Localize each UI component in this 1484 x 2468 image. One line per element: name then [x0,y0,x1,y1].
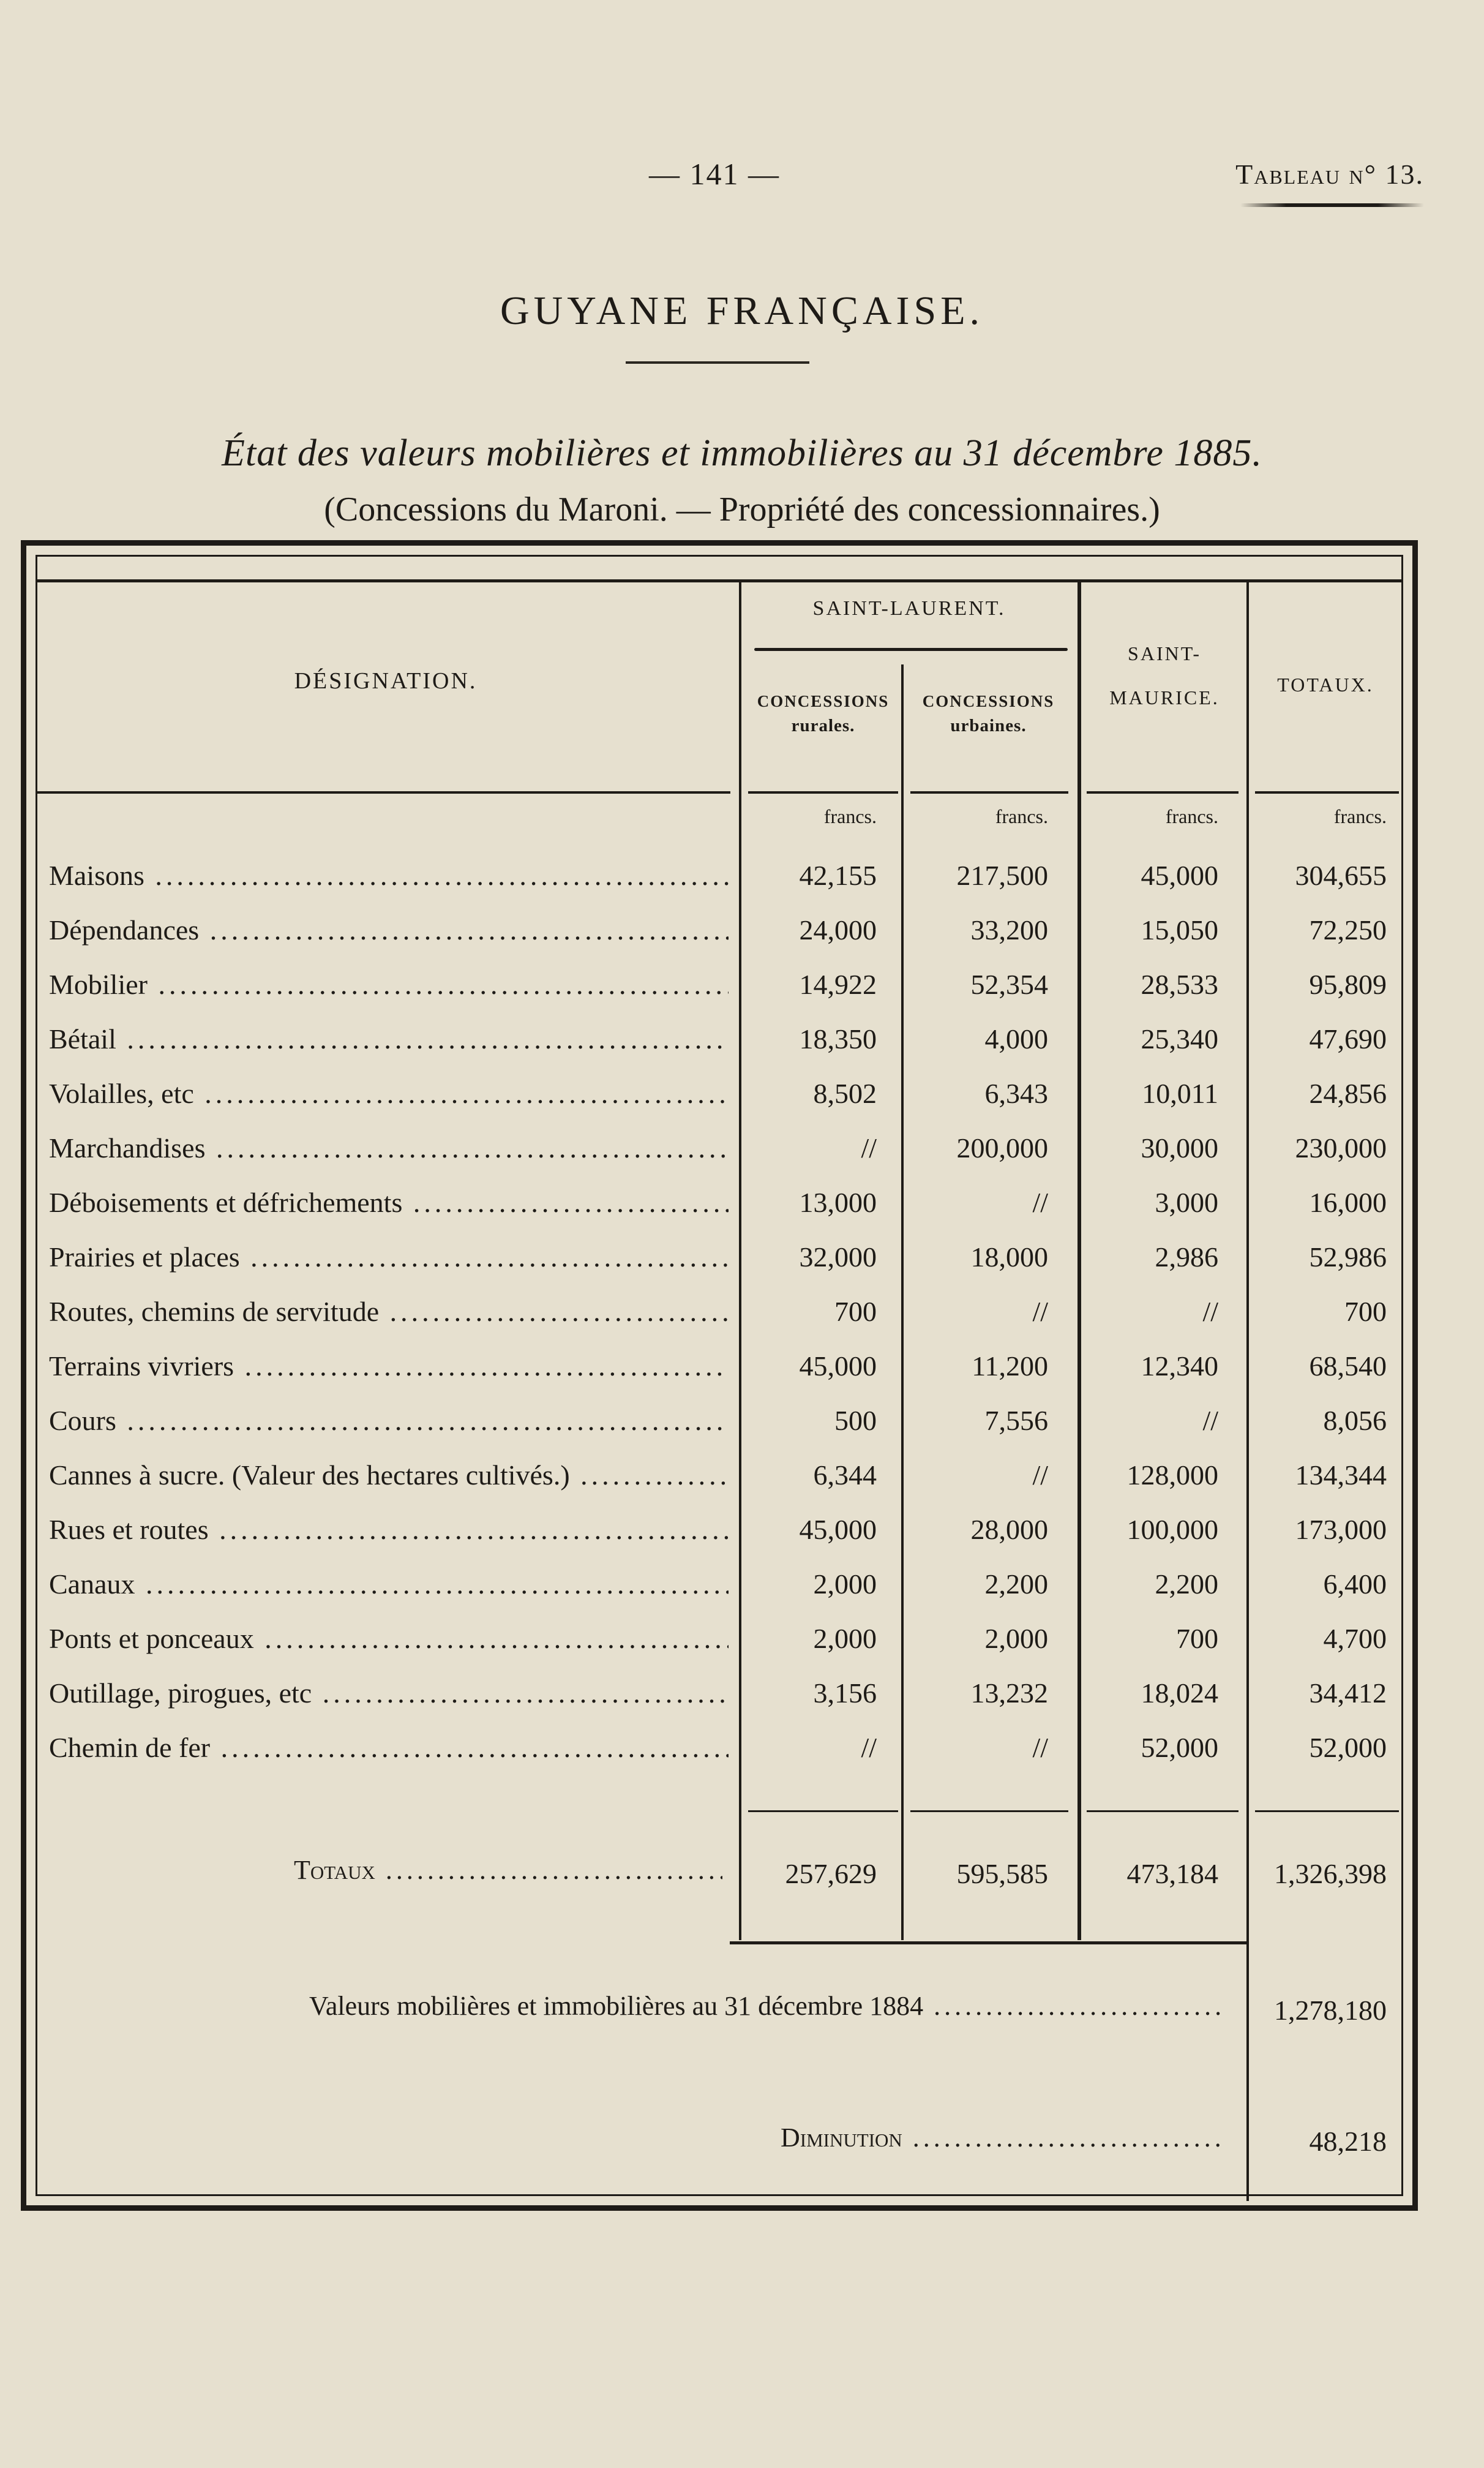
table-row [43,1012,1387,1066]
cell-total: 34,412 [1309,1677,1387,1709]
previous-values-total: 1,278,180 [1274,1995,1387,2026]
cell-maurice: 28,533 [1141,969,1218,1000]
cell-urbaines: 200,000 [956,1132,1048,1164]
cell-rurales: 45,000 [799,1514,877,1545]
cell-rurales: 6,344 [813,1459,877,1491]
cell-rurales: 14,922 [799,969,877,1000]
header-maurice-line2: MAURICE. [1109,687,1220,709]
cell-urbaines: 4,000 [984,1023,1048,1055]
table-row [43,957,1387,1012]
row-label: Chemin de fer ..... [49,1720,729,1775]
table-row [43,1284,1387,1339]
cell-maurice: 45,000 [1141,860,1218,891]
row-label: Ponts et ponceaux ..... [49,1611,729,1666]
cell-maurice: 100,000 [1126,1514,1218,1545]
cell-rurales: 700 [834,1296,877,1327]
table-row [43,1230,1387,1284]
cell-rurales: 18,350 [799,1023,877,1055]
row-label: Canaux ..... [49,1557,729,1611]
cell-total: 47,690 [1309,1023,1387,1055]
cell-maurice: 25,340 [1141,1023,1218,1055]
cell-rurales: 42,155 [799,860,877,891]
row-label: Bétail ..... [49,1012,729,1066]
table-row [43,1175,1387,1230]
row-label: Cours ..... [49,1393,729,1448]
header-rurales-line2: rurales. [791,716,855,736]
cell-rurales: 2,000 [813,1568,877,1600]
cell-rurales: 45,000 [799,1350,877,1382]
header-concessions-rurales [748,689,898,738]
cell-total: 230,000 [1295,1132,1387,1164]
cell-total: 72,250 [1309,914,1387,946]
cell-maurice: 52,000 [1141,1732,1218,1763]
cell-urbaines: 33,200 [970,914,1048,946]
table-row [43,1339,1387,1393]
header-bottom-rule-totaux [1255,791,1399,794]
cell-urbaines: // [1032,1732,1048,1763]
table-row [43,1720,1387,1775]
page-number: — 141 — [649,157,780,191]
cell-total: 4,700 [1323,1623,1387,1654]
header-top-rule [36,579,1403,582]
cell-maurice: 700 [1176,1623,1218,1654]
cell-total: 6,400 [1323,1568,1387,1600]
table-row [43,1502,1387,1557]
cell-total: 173,000 [1295,1514,1387,1545]
cell-maurice: 10,011 [1142,1078,1218,1109]
cell-maurice: 30,000 [1141,1132,1218,1164]
cell-maurice: 3,000 [1155,1187,1218,1218]
header-designation: DÉSIGNATION. [294,668,478,694]
table-row [43,1448,1387,1502]
cell-maurice: 128,000 [1126,1459,1218,1491]
header-concessions-urbaines [907,689,1070,738]
page-subtitle-note: (Concessions du Maroni. — Propriété des concessionnaires.) [324,491,1160,529]
page-title: GUYANE FRANÇAISE. [500,288,984,333]
cell-maurice: 15,050 [1141,914,1218,946]
cell-urbaines: 7,556 [984,1405,1048,1436]
header-totaux: TOTAUX. [1277,674,1374,696]
row-label: Maisons ..... [49,848,729,903]
header-maurice-line1: SAINT- [1128,642,1201,664]
cell-total: 95,809 [1309,969,1387,1000]
totals-urbaines: 595,585 [956,1858,1048,1889]
cell-urbaines: 13,232 [970,1677,1048,1709]
cell-urbaines: 52,354 [970,969,1048,1000]
cell-total: 16,000 [1309,1187,1387,1218]
table-row [43,1557,1387,1611]
cell-total: 52,986 [1309,1241,1387,1273]
table-row [43,848,1387,903]
cell-total: 8,056 [1323,1405,1387,1436]
cell-urbaines: 18,000 [970,1241,1048,1273]
cell-maurice: // [1202,1296,1218,1327]
row-label: Outillage, pirogues, etc ..... [49,1666,729,1720]
row-label: Cannes à sucre. (Valeur des hectares cultivés.) ..... [49,1448,729,1502]
row-label: Prairies et places ..... [49,1230,729,1284]
row-label: Terrains vivriers ..... [49,1339,729,1393]
cell-maurice: 2,986 [1155,1241,1218,1273]
cell-total: 24,856 [1309,1078,1387,1109]
table-row [43,1393,1387,1448]
totals-rule-maurice [1087,1810,1239,1812]
unit-rurales: francs. [823,805,877,827]
cell-rurales: 32,000 [799,1241,877,1273]
totals-total: 1,326,398 [1274,1858,1387,1889]
cell-urbaines: 28,000 [970,1514,1048,1545]
cell-urbaines: // [1032,1296,1048,1327]
row-label: Mobilier ..... [49,957,729,1012]
cell-urbaines: 11,200 [972,1350,1048,1382]
cell-urbaines: 217,500 [956,860,1048,891]
header-saint-laurent: SAINT-LAURENT. [812,597,1006,620]
table-row [43,903,1387,957]
diminution-label: Diminution ..... [781,2122,1224,2159]
totals-rule-rurales [748,1810,898,1812]
table-row [43,1666,1387,1720]
cell-rurales: 3,156 [813,1677,877,1709]
header-bottom-rule-rurales [748,791,898,794]
totals-rule-urbaines [910,1810,1068,1812]
unit-totaux: francs. [1333,805,1387,827]
cell-rurales: 2,000 [813,1623,877,1654]
unit-urbaines: francs. [995,805,1048,827]
cell-maurice: 12,340 [1141,1350,1218,1382]
header-bottom-rule-urbaines [910,791,1068,794]
totals-rurales: 257,629 [785,1858,877,1889]
table-row [43,1611,1387,1666]
cell-urbaines: // [1032,1459,1048,1491]
header-urbaines-line2: urbaines. [950,716,1027,736]
header-urbaines-line1: CONCESSIONS [922,692,1055,710]
row-label: Rues et routes ..... [49,1502,729,1557]
page-subtitle: État des valeurs mobilières et immobilières au 31 décembre 1885. [222,432,1262,474]
cell-rurales: 13,000 [799,1187,877,1218]
cell-maurice: 18,024 [1141,1677,1218,1709]
unit-maurice: francs. [1165,805,1218,827]
table-row [43,1121,1387,1175]
table-reference: Tableau n° 13. [1235,159,1424,190]
cell-total: 700 [1344,1296,1387,1327]
cell-total: 68,540 [1309,1350,1387,1382]
cell-total: 304,655 [1295,860,1387,891]
cell-urbaines: // [1032,1187,1048,1218]
row-label: Dépendances ..... [49,903,729,957]
title-rule [626,361,809,364]
header-rurales-line1: CONCESSIONS [757,692,890,710]
cell-maurice: 2,200 [1155,1568,1218,1600]
cell-urbaines: 6,343 [984,1078,1048,1109]
cell-rurales: // [861,1732,877,1763]
header-bottom-rule-designation [36,791,730,794]
row-label: Volailles, etc ..... [49,1066,729,1121]
row-label: Routes, chemins de servitude ..... [49,1284,729,1339]
cell-rurales: 500 [834,1405,877,1436]
cell-rurales: 8,502 [813,1078,877,1109]
cell-rurales: // [861,1132,877,1164]
header-saint-maurice [1082,640,1246,728]
cell-urbaines: 2,200 [984,1568,1048,1600]
cell-total: 134,344 [1295,1459,1387,1491]
cell-maurice: // [1202,1405,1218,1436]
table-reference-rule [1240,203,1424,207]
cell-total: 52,000 [1309,1732,1387,1763]
header-bottom-rule-maurice [1087,791,1239,794]
saint-laurent-rule [754,648,1068,651]
diminution-total: 48,218 [1309,2126,1387,2157]
row-label: Déboisements et défrichements ..... [49,1175,729,1230]
cell-urbaines: 2,000 [984,1623,1048,1654]
totals-bottom-rule [730,1941,1247,1944]
cell-rurales: 24,000 [799,914,877,946]
table-row [43,1066,1387,1121]
totals-maurice: 473,184 [1126,1858,1218,1889]
totals-label: Totaux ..... [294,1854,722,1891]
totals-rule-totaux [1255,1810,1399,1812]
row-label: Marchandises ..... [49,1121,729,1175]
previous-values-label: Valeurs mobilières et immobilières au 31 décembre 1884 ..... [309,1990,1224,2027]
